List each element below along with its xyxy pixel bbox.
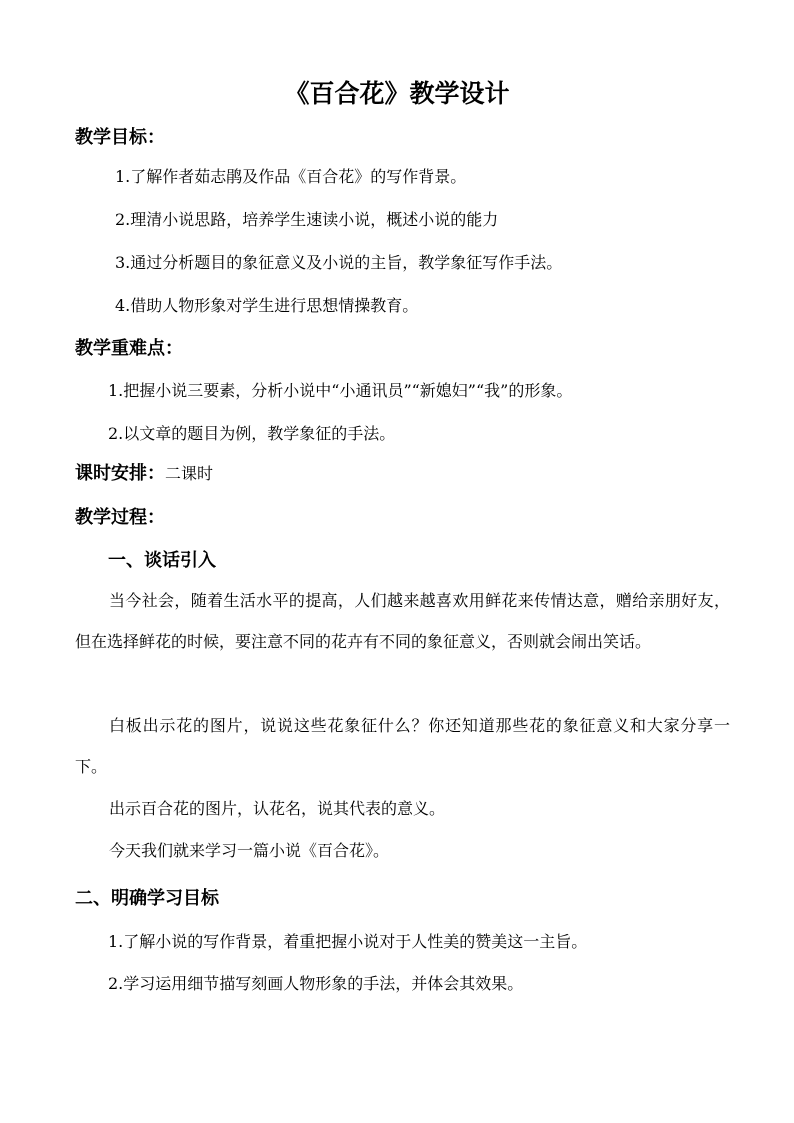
paragraph: 白板出示花的图片，说说这些花象征什么？你还知道那些花的象征意义和大家分享一下。 bbox=[75, 716, 730, 776]
key-point-item: 2.以文章的题目为例，教学象征的手法。 bbox=[108, 424, 396, 443]
objective-item: 4.借助人物形象对学生进行思想情操教育。 bbox=[115, 296, 419, 315]
page-title: 《百合花》教学设计 bbox=[284, 79, 510, 108]
objectives-heading: 教学目标： bbox=[75, 127, 165, 148]
key-point-item: 1.把握小说三要素，分析小说中“小通讯员”“新媳妇”“我”的形象。 bbox=[108, 381, 573, 400]
key-points-heading: 教学重难点： bbox=[75, 338, 183, 359]
objective-item: 2.理清小说思路，培养学生速读小说，概述小说的能力 bbox=[115, 210, 499, 229]
process-heading: 教学过程： bbox=[75, 507, 165, 528]
objective-item: 3.通过分析题目的象征意义及小说的主旨，教学象征写作手法。 bbox=[115, 253, 563, 272]
paragraph: 出示百合花的图片，认花名，说其代表的意义。 bbox=[109, 799, 446, 818]
section-heading: 一、谈话引入 bbox=[108, 550, 216, 571]
goal-item: 2.学习运用细节描写刻画人物形象的手法，并体会其效果。 bbox=[108, 974, 524, 993]
section-heading: 二、明确学习目标 bbox=[75, 888, 219, 909]
schedule-line bbox=[75, 459, 213, 485]
paragraph: 当今社会，随着生活水平的提高，人们越来越喜欢用鲜花来传情达意，赠给亲朋好友，但在选择鲜花的时候，要注意不同的花卉有不同的象征意义，否则就会闹出笑话。 bbox=[75, 591, 730, 651]
goal-item: 1.了解小说的写作背景，着重把握小说对于人性美的赞美这一主旨。 bbox=[108, 932, 588, 951]
schedule-value: 二课时 bbox=[165, 464, 214, 483]
schedule-label: 课时安排： bbox=[75, 463, 165, 484]
objective-item: 1.了解作者茹志鹃及作品《百合花》的写作背景。 bbox=[115, 167, 467, 186]
paragraph: 今天我们就来学习一篇小说《百合花》。 bbox=[109, 841, 390, 860]
